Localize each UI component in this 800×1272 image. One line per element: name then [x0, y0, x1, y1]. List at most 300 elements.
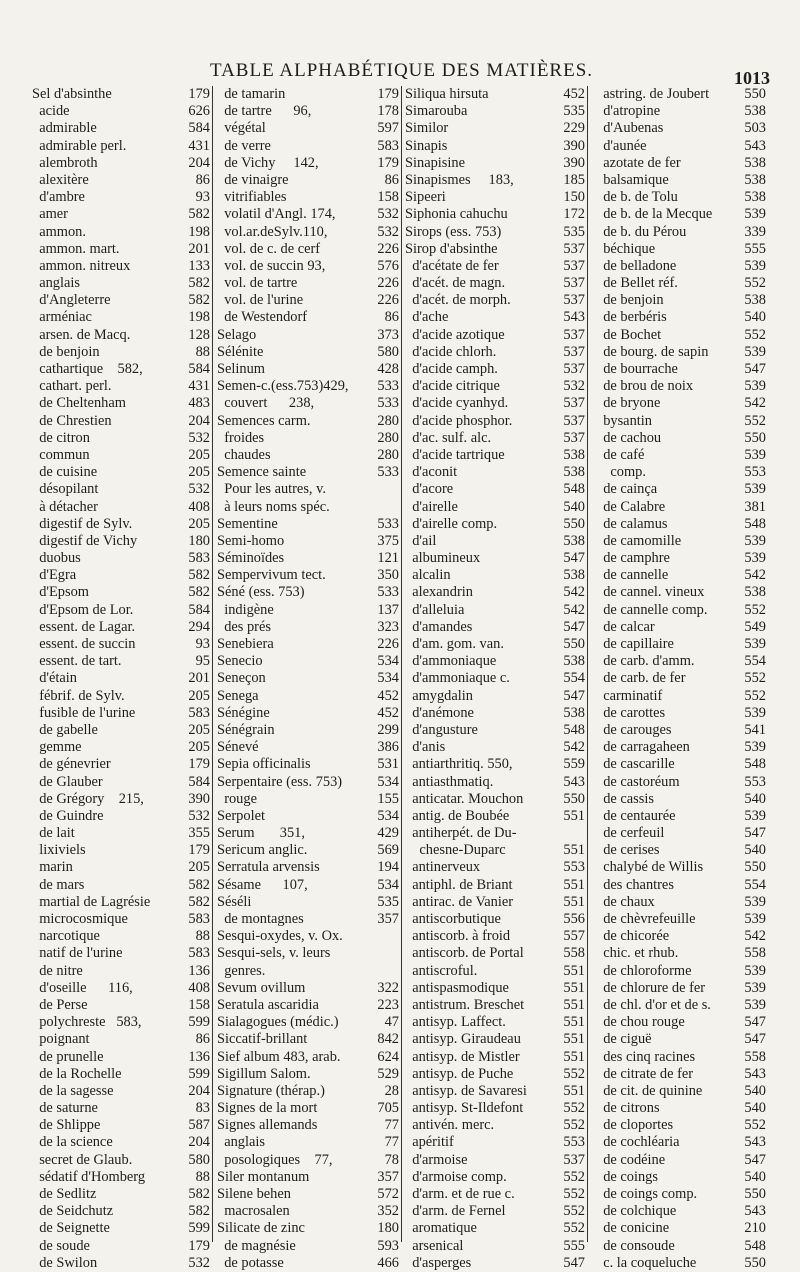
index-entry — [596, 430, 768, 447]
index-entry — [217, 464, 401, 481]
entry-page-number: 540 — [563, 498, 585, 515]
index-entry — [405, 1014, 587, 1031]
entry-label: amygdalin — [405, 687, 473, 704]
entry-page-number: 543 — [563, 309, 585, 326]
index-entry — [217, 395, 401, 412]
index-entry — [596, 189, 768, 206]
index-entry — [596, 1083, 768, 1100]
entry-page-number: 352 — [377, 1203, 399, 1220]
entry-label: de chaux — [596, 893, 655, 910]
entry-page-number: 584 — [188, 120, 210, 137]
index-entry — [217, 413, 401, 430]
entry-page-number: 553 — [563, 859, 585, 876]
entry-page-number: 185 — [563, 171, 585, 188]
index-entry — [596, 842, 768, 859]
page-title: TABLE ALPHABÉTIQUE DES MATIÈRES. — [210, 60, 594, 81]
entry-page-number: 547 — [563, 687, 585, 704]
index-entry — [596, 980, 768, 997]
entry-label: polychreste 583, — [32, 1014, 142, 1031]
entry-label: aromatique — [405, 1220, 477, 1237]
entry-page-number: 539 — [744, 979, 766, 996]
entry-page-number: 204 — [188, 412, 210, 429]
entry-label: de Westendorf — [217, 309, 308, 326]
entry-page-number: 551 — [563, 807, 585, 824]
index-entry — [217, 945, 401, 962]
entry-label: de tartre 96, — [217, 103, 312, 120]
entry-page-number: 483 — [188, 395, 210, 412]
entry-page-number: 428 — [377, 361, 399, 377]
entry-page-number: 547 — [744, 1031, 766, 1048]
index-column-4 — [596, 86, 768, 1271]
entry-label: antistrum. Breschet — [405, 996, 525, 1013]
entry-label: Semence sainte — [217, 464, 307, 481]
entry-page-number: 540 — [744, 1168, 766, 1185]
index-entry — [217, 791, 401, 808]
index-entry — [596, 1117, 768, 1134]
index-entry — [405, 309, 587, 326]
index-entry — [217, 1203, 401, 1220]
entry-page-number: 180 — [377, 1220, 399, 1237]
entry-label: de cannelle — [596, 567, 669, 584]
entry-label: d'acore — [405, 481, 454, 498]
index-entry — [596, 808, 768, 825]
entry-label: carminatif — [596, 687, 663, 704]
index-entry — [405, 774, 587, 791]
index-entry — [32, 653, 212, 670]
entry-page-number: 179 — [377, 154, 399, 171]
index-entry — [596, 550, 768, 567]
entry-page-number: 532 — [563, 378, 585, 395]
entry-label: d'atropine — [596, 103, 661, 120]
index-entry — [32, 619, 212, 636]
entry-label: d'acide phosphor. — [405, 412, 513, 429]
index-entry — [32, 1255, 212, 1272]
entry-label: Senebiera — [217, 636, 274, 652]
entry-label: de vinaigre — [217, 171, 289, 188]
index-entry — [405, 1049, 587, 1066]
index-entry — [596, 206, 768, 223]
entry-label: d'asperges — [405, 1254, 472, 1271]
entry-label: Sirops (ess. 753) — [405, 223, 502, 240]
entry-label: essent. de tart. — [32, 653, 122, 670]
entry-page-number: 550 — [563, 636, 585, 652]
index-entry — [217, 120, 401, 137]
entry-label: Sénégine — [217, 704, 270, 721]
entry-label: de capillaire — [596, 636, 674, 652]
entry-label: digestif de Sylv. — [32, 515, 133, 532]
entry-page-number: 539 — [744, 962, 766, 979]
entry-label: d'acide tartrique — [405, 446, 505, 463]
entry-label: antiherpét. de Du- — [405, 825, 517, 842]
entry-label: sédatif d'Homberg — [32, 1168, 146, 1185]
entry-label: albumineux — [405, 550, 481, 567]
entry-label: alembroth — [32, 154, 98, 171]
index-entry — [217, 1220, 401, 1237]
entry-label: Selinum — [217, 361, 265, 377]
index-entry — [217, 997, 401, 1014]
entry-label: de soude — [32, 1237, 90, 1254]
entry-label: cathartique 582, — [32, 361, 143, 377]
index-entry — [405, 997, 587, 1014]
entry-page-number: 88 — [195, 343, 210, 360]
entry-label: de tamarin — [217, 86, 286, 102]
entry-label: antirac. de Vanier — [405, 893, 514, 910]
entry-page-number: 552 — [744, 670, 766, 687]
entry-page-number: 226 — [377, 636, 399, 652]
entry-page-number: 552 — [563, 1168, 585, 1185]
index-entry — [217, 275, 401, 292]
index-entry — [217, 550, 401, 567]
entry-label: de cannel. vineux — [596, 584, 705, 601]
index-entry — [32, 327, 212, 344]
entry-page-number: 538 — [563, 446, 585, 463]
entry-label: d'ammoniaque c. — [405, 670, 510, 687]
index-entry — [217, 722, 401, 739]
page-header — [0, 58, 800, 88]
entry-page-number: 593 — [377, 1237, 399, 1254]
entry-page-number: 229 — [563, 120, 585, 137]
entry-label: de verre — [217, 137, 271, 154]
entry-label: Silicate de zinc — [217, 1220, 305, 1237]
entry-page-number: 543 — [744, 1134, 766, 1151]
entry-label: Sesqui-oxydes, v. Ox. — [217, 928, 343, 945]
entry-page-number: 538 — [563, 532, 585, 549]
index-entry — [596, 791, 768, 808]
entry-label: de Vichy 142, — [217, 154, 319, 171]
entry-page-number: 550 — [563, 515, 585, 532]
entry-label: de cuisine — [32, 464, 98, 481]
index-entry — [596, 120, 768, 137]
entry-page-number: 179 — [188, 756, 210, 773]
entry-page-number: 551 — [563, 893, 585, 910]
index-entry — [405, 464, 587, 481]
entry-label: gemme — [32, 739, 82, 756]
index-entry — [405, 1255, 587, 1272]
entry-label: de chl. d'or et de s. — [596, 996, 711, 1013]
entry-label: balsamique — [596, 171, 669, 188]
entry-page-number: 543 — [744, 1203, 766, 1220]
index-entry — [217, 430, 401, 447]
entry-label: de colchique — [596, 1203, 677, 1220]
index-entry — [32, 1203, 212, 1220]
index-entry — [405, 189, 587, 206]
index-entry — [32, 756, 212, 773]
index-entry — [32, 138, 212, 155]
entry-page-number: 553 — [563, 1134, 585, 1151]
index-entry — [217, 1169, 401, 1186]
index-entry — [596, 224, 768, 241]
entry-page-number: 551 — [563, 842, 585, 859]
entry-label: antiscorb. de Portal — [405, 945, 524, 962]
entry-page-number: 552 — [744, 1117, 766, 1134]
entry-page-number: 323 — [377, 618, 399, 635]
entry-label: Sinapisine — [405, 154, 465, 171]
entry-label: Sipeeri — [405, 189, 446, 206]
entry-label: Semences carm. — [217, 412, 311, 429]
entry-label: de camomille — [596, 532, 682, 549]
entry-page-number: 539 — [744, 481, 766, 498]
entry-label: de brou de noix — [596, 378, 694, 395]
entry-page-number: 538 — [744, 584, 766, 601]
entry-page-number: 542 — [744, 567, 766, 584]
index-entry — [405, 533, 587, 550]
entry-page-number: 558 — [744, 945, 766, 962]
entry-page-number: 535 — [377, 893, 399, 910]
index-entry — [405, 584, 587, 601]
entry-label: vol.ar.deSylv.110, — [217, 223, 328, 240]
index-entry — [405, 241, 587, 258]
index-entry — [405, 395, 587, 412]
entry-label: cathart. perl. — [32, 378, 112, 395]
entry-page-number: 555 — [744, 240, 766, 257]
index-entry — [217, 1152, 401, 1169]
entry-page-number: 88 — [195, 928, 210, 945]
index-entry — [596, 825, 768, 842]
entry-label: astring. de Joubert — [596, 86, 710, 102]
index-entry — [217, 1049, 401, 1066]
entry-page-number: 552 — [744, 326, 766, 343]
entry-page-number: 534 — [377, 653, 399, 670]
index-entry — [596, 292, 768, 309]
entry-label: Siccatif-brillant — [217, 1031, 308, 1048]
index-entry — [32, 172, 212, 189]
entry-page-number: 339 — [744, 223, 766, 240]
entry-label: duobus — [32, 550, 81, 567]
entry-page-number: 539 — [744, 343, 766, 360]
entry-page-number: 86 — [384, 171, 399, 188]
index-entry — [217, 1031, 401, 1048]
entry-page-number: 538 — [744, 154, 766, 171]
entry-page-number: 179 — [188, 1237, 210, 1254]
index-entry — [405, 361, 587, 378]
index-entry — [217, 1186, 401, 1203]
index-entry — [405, 842, 587, 859]
index-entry — [32, 275, 212, 292]
index-entry — [217, 309, 401, 326]
entry-page-number: 552 — [744, 687, 766, 704]
entry-page-number: 539 — [744, 532, 766, 549]
entry-page-number: 583 — [188, 911, 210, 927]
entry-page-number: 550 — [744, 429, 766, 446]
entry-label: de benjoin — [32, 343, 100, 360]
entry-label: de conicine — [596, 1220, 670, 1237]
entry-page-number: 133 — [188, 257, 210, 274]
index-entry — [596, 103, 768, 120]
entry-label: narcotique — [32, 928, 100, 945]
index-entry — [217, 481, 401, 498]
entry-page-number: 537 — [563, 275, 585, 292]
entry-label: Sevum ovillum — [217, 979, 306, 996]
entry-label: Sesqui-sels, v. leurs — [217, 945, 331, 962]
entry-page-number: 599 — [188, 1220, 210, 1237]
entry-page-number: 95 — [195, 653, 210, 670]
entry-page-number: 539 — [744, 911, 766, 927]
entry-label: martial de Lagrésie — [32, 893, 151, 910]
entry-page-number: 532 — [377, 206, 399, 223]
index-entry — [596, 1049, 768, 1066]
entry-label: de berbéris — [596, 309, 667, 326]
entry-page-number: 542 — [744, 928, 766, 945]
index-entry — [596, 1134, 768, 1151]
index-entry — [32, 602, 212, 619]
index-entry — [405, 378, 587, 395]
index-entry — [217, 567, 401, 584]
index-entry — [32, 378, 212, 395]
entry-page-number: 537 — [563, 343, 585, 360]
index-entry — [217, 980, 401, 997]
entry-page-number: 539 — [744, 550, 766, 567]
index-entry — [405, 1031, 587, 1048]
entry-page-number: 842 — [377, 1031, 399, 1048]
index-entry — [217, 258, 401, 275]
index-entry — [217, 189, 401, 206]
entry-page-number: 226 — [377, 240, 399, 257]
entry-page-number: 547 — [563, 618, 585, 635]
entry-label: de chlorure de fer — [596, 979, 706, 996]
index-entry — [32, 894, 212, 911]
entry-page-number: 128 — [188, 326, 210, 343]
entry-label: ammon. nitreux — [32, 257, 131, 274]
index-entry — [217, 103, 401, 120]
entry-label: d'acide cyanhyd. — [405, 395, 509, 412]
index-entry — [32, 774, 212, 791]
entry-label: vol. de c. de cerf — [217, 240, 321, 257]
entry-label: d'ache — [405, 309, 449, 326]
index-entry — [32, 103, 212, 120]
entry-page-number: 294 — [188, 618, 210, 635]
index-entry — [217, 774, 401, 791]
index-column-1 — [32, 86, 213, 1271]
index-entry — [596, 309, 768, 326]
entry-label: antisyp. Laffect. — [405, 1014, 506, 1031]
entry-page-number: 541 — [744, 721, 766, 738]
entry-label: de cachou — [596, 429, 662, 446]
entry-page-number: 548 — [744, 515, 766, 532]
entry-label: de montagnes — [217, 911, 304, 927]
entry-page-number: 551 — [563, 876, 585, 893]
index-entry — [405, 739, 587, 756]
entry-page-number: 86 — [195, 1031, 210, 1048]
index-entry — [217, 705, 401, 722]
entry-label: de Bochet — [596, 326, 662, 343]
entry-label: d'ambre — [32, 189, 85, 206]
entry-page-number: 582 — [188, 275, 210, 292]
index-entry — [32, 945, 212, 962]
index-column-2 — [217, 86, 402, 1271]
index-entry — [405, 636, 587, 653]
entry-page-number: 390 — [563, 137, 585, 154]
entry-page-number: 626 — [188, 103, 210, 120]
entry-label: Séné (ess. 753) — [217, 584, 305, 601]
entry-page-number: 533 — [377, 464, 399, 481]
entry-label: d'ammoniaque — [405, 653, 497, 670]
entry-page-number: 537 — [563, 395, 585, 412]
index-entry — [596, 739, 768, 756]
index-entry — [217, 739, 401, 756]
entry-label: de Perse — [32, 996, 88, 1013]
index-entry — [596, 636, 768, 653]
entry-label: de belladone — [596, 257, 677, 274]
entry-page-number: 548 — [563, 721, 585, 738]
index-entry — [217, 378, 401, 395]
index-entry — [405, 963, 587, 980]
entry-page-number: 179 — [188, 86, 210, 102]
entry-page-number: 386 — [377, 739, 399, 756]
entry-page-number: 538 — [744, 189, 766, 206]
entry-label: de chloroforme — [596, 962, 692, 979]
entry-label: Séséli — [217, 893, 252, 910]
entry-page-number: 86 — [384, 309, 399, 326]
entry-label: d'acide citrique — [405, 378, 500, 395]
index-entry — [405, 825, 587, 842]
entry-page-number: 390 — [188, 790, 210, 807]
entry-label: alexitère — [32, 171, 89, 188]
index-entry — [32, 980, 212, 997]
entry-label: d'aconit — [405, 464, 458, 481]
index-entry — [405, 516, 587, 533]
index-entry — [32, 1100, 212, 1117]
index-entry — [32, 447, 212, 464]
entry-label: de carragaheen — [596, 739, 690, 756]
index-entry — [32, 859, 212, 876]
entry-page-number: 597 — [377, 120, 399, 137]
entry-page-number: 205 — [188, 721, 210, 738]
entry-page-number: 531 — [377, 756, 399, 773]
entry-label: anticatar. Mouchon — [405, 790, 524, 807]
entry-label: d'ail — [405, 532, 437, 549]
index-entry — [217, 1014, 401, 1031]
entry-label: d'acide camph. — [405, 361, 498, 377]
entry-label: genres. — [217, 962, 266, 979]
entry-page-number: 429 — [377, 825, 399, 842]
entry-label: de lait — [32, 825, 75, 842]
entry-page-number: 205 — [188, 739, 210, 756]
entry-page-number: 198 — [188, 223, 210, 240]
index-entry — [596, 86, 768, 103]
index-entry — [596, 361, 768, 378]
entry-page-number: 552 — [563, 1186, 585, 1202]
index-entry — [32, 1238, 212, 1255]
entry-label: de ciguë — [596, 1031, 652, 1048]
entry-page-number: 539 — [744, 739, 766, 756]
entry-page-number: 537 — [563, 1151, 585, 1168]
entry-page-number: 136 — [188, 962, 210, 979]
entry-label: de Sedlitz — [32, 1186, 97, 1202]
entry-page-number: 552 — [563, 1065, 585, 1082]
index-entry — [405, 1100, 587, 1117]
index-entry — [32, 189, 212, 206]
entry-label: chaudes — [217, 446, 271, 463]
entry-page-number: 452 — [377, 704, 399, 721]
entry-label: antisyp. de Puche — [405, 1065, 514, 1082]
index-entry — [405, 499, 587, 516]
index-entry — [32, 808, 212, 825]
index-entry — [596, 688, 768, 705]
index-entry — [32, 516, 212, 533]
index-entry — [217, 344, 401, 361]
entry-page-number: 582 — [188, 292, 210, 309]
entry-label: vol. de succin 93, — [217, 257, 326, 274]
entry-page-number: 548 — [744, 1237, 766, 1254]
index-entry — [32, 1014, 212, 1031]
entry-label: d'acétate de fer — [405, 257, 499, 274]
entry-page-number: 554 — [744, 653, 766, 670]
index-entry — [32, 86, 212, 103]
index-entry — [32, 877, 212, 894]
entry-label: bysantin — [596, 412, 652, 429]
entry-page-number: 431 — [188, 137, 210, 154]
index-entry — [405, 1083, 587, 1100]
